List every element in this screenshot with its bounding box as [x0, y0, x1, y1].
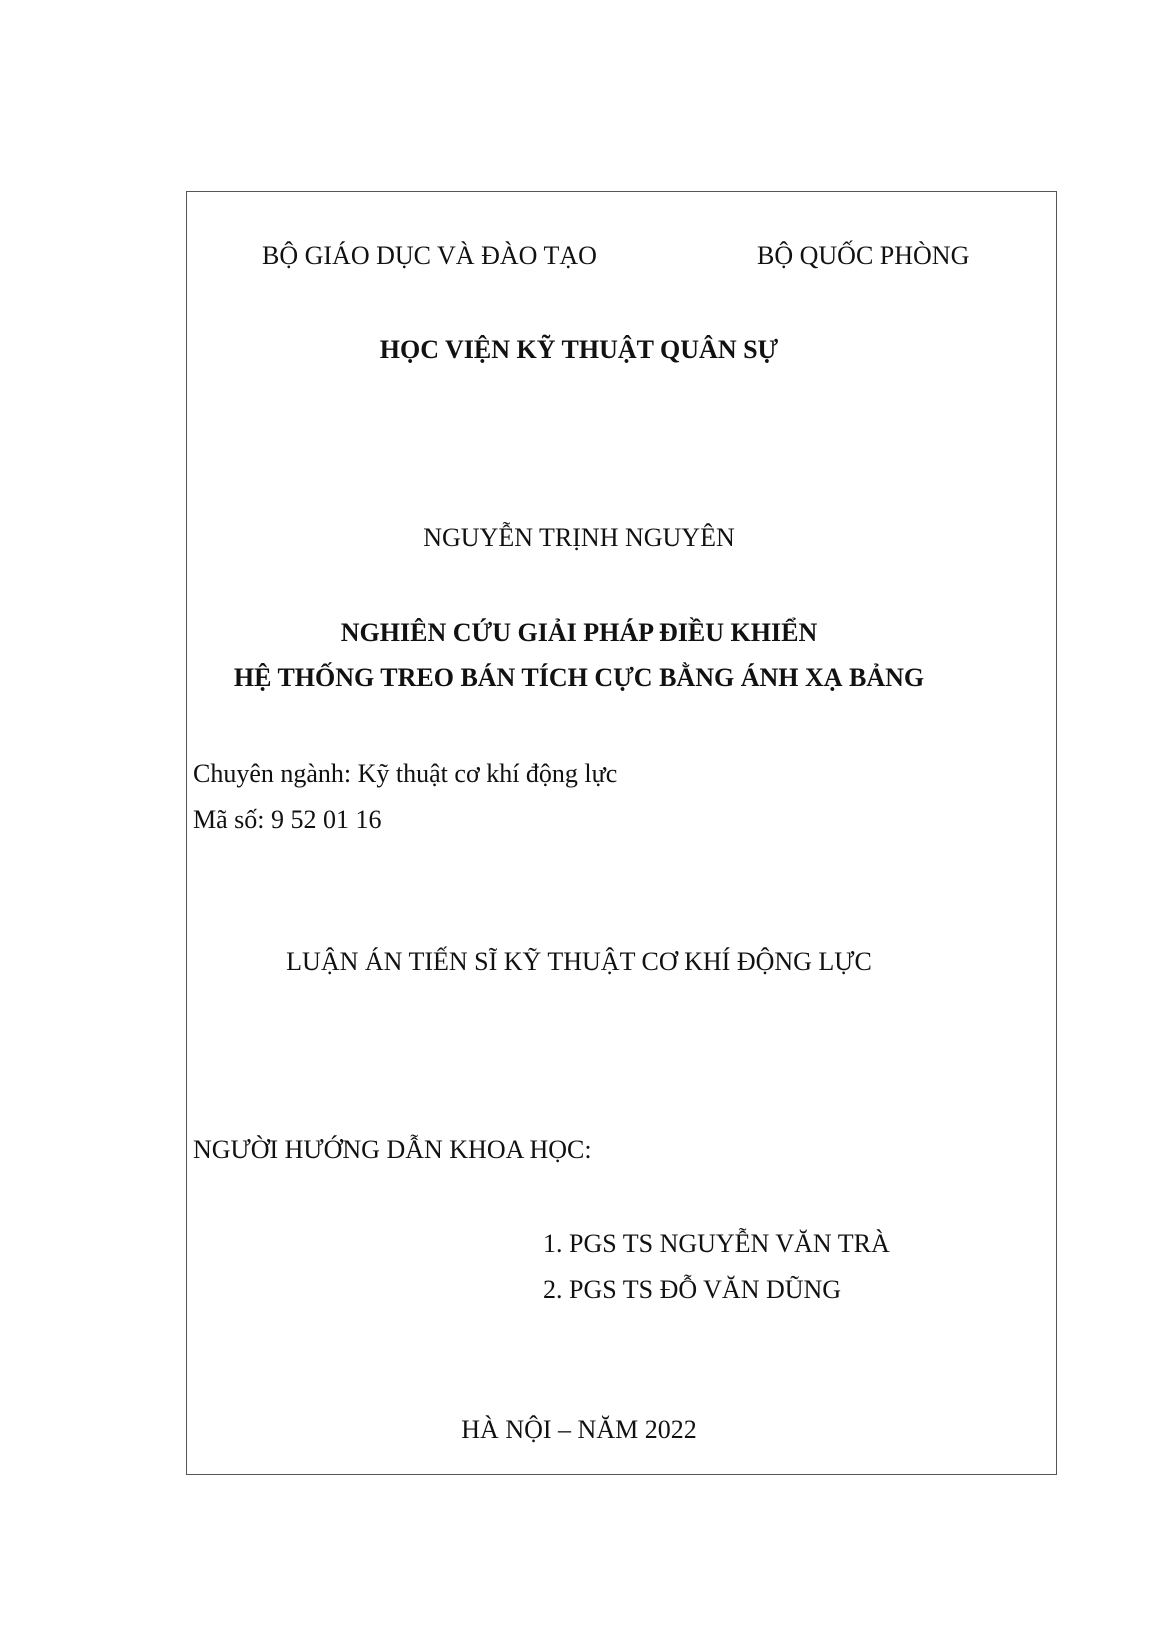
supervisor-item: 2. PGS TS ĐỖ VĂN DŨNG [543, 1275, 842, 1304]
specialization: Chuyên ngành: Kỹ thuật cơ khí động lực [193, 759, 618, 788]
specialization-code: Mã số: 9 52 01 16 [193, 805, 382, 834]
author-name: NGUYỄN TRỊNH NGUYÊN [423, 523, 735, 552]
institution-name: HỌC VIỆN KỸ THUẬT QUÂN SỰ [379, 335, 779, 364]
thesis-type: LUẬN ÁN TIẾN SĨ KỸ THUẬT CƠ KHÍ ĐỘNG LỰC [286, 947, 872, 976]
supervisors-heading: NGƯỜI HƯỚNG DẪN KHOA HỌC: [193, 1135, 592, 1164]
ministry-of-defense: BỘ QUỐC PHÒNG [757, 241, 970, 270]
place-and-year: HÀ NỘI – NĂM 2022 [461, 1415, 697, 1444]
thesis-title-line-2: HỆ THỐNG TREO BÁN TÍCH CỰC BẰNG ÁNH XẠ BẢNG [233, 663, 925, 692]
thesis-title-line-1: NGHIÊN CỨU GIẢI PHÁP ĐIỀU KHIỂN [340, 618, 818, 647]
ministry-of-education: BỘ GIÁO DỤC VÀ ĐÀO TẠO [262, 241, 597, 270]
supervisor-item: 1. PGS TS NGUYỄN VĂN TRÀ [543, 1229, 890, 1258]
